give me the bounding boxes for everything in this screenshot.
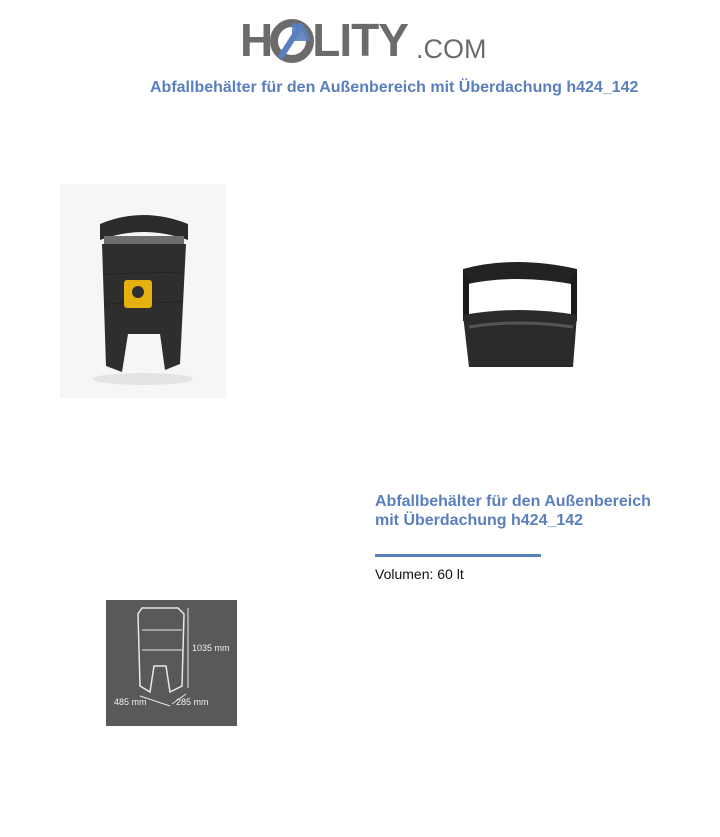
product-title: Abfallbehälter für den Außenbereich mit Überdachung h424_142	[375, 493, 651, 529]
page-title: Abfallbehälter für den Außenbereich mit Überdachung h424_142	[150, 79, 639, 96]
dimension-width-label: 485 mm	[114, 697, 147, 707]
product-image-detail	[455, 255, 585, 375]
product-volume: Volumen: 60 lt	[375, 566, 464, 582]
holity-logo[interactable]	[240, 12, 485, 68]
logo-o-icon	[270, 18, 314, 64]
logo-suffix: .COM	[416, 34, 487, 64]
dimension-height-label: 1035 mm	[192, 643, 230, 653]
logo-name: H LITY	[240, 14, 408, 66]
dimension-depth-label: 285 mm	[176, 697, 209, 707]
product-image-main	[60, 184, 226, 398]
title-underline	[375, 554, 541, 557]
dimension-drawing	[106, 600, 237, 726]
